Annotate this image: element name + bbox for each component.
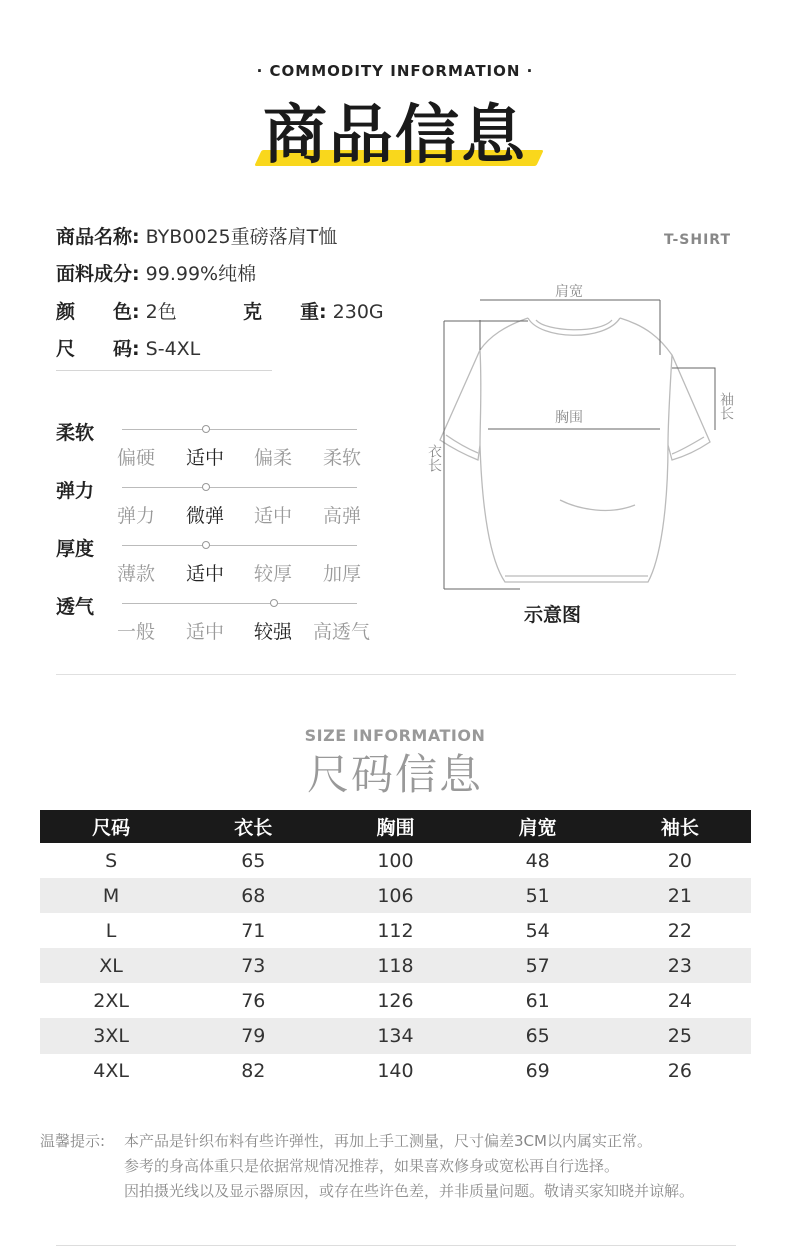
page-title: 商品信息 [263,99,527,173]
table-cell: 4XL [93,1060,129,1083]
table-cell: 26 [667,1060,692,1083]
table-cell: 134 [324,1018,466,1053]
info-weight-label: 克 重: [243,301,327,323]
scale-softness-title: 柔软 [56,422,95,444]
scale-breathability-option: 较强 [254,621,293,643]
dim-sleeve-label: 袖长 [718,392,734,420]
scale-elasticity-option: 适中 [254,505,293,527]
notes-line: 因拍摄光线以及显示器原因，或存在些许色差，并非质量问题。敬请买家知晓并谅解。 [124,1182,695,1200]
table-row [40,1018,751,1053]
info-color-label: 颜 色: [56,301,140,323]
dim-chest-label: 胸围 [555,410,583,426]
info-color-row [56,297,177,324]
section-subtitle-en: · COMMODITY INFORMATION · [256,62,534,80]
size-section-subtitle: SIZE INFORMATION [304,726,486,745]
scale-thickness-option: 薄款 [117,563,156,585]
info-size-label: 尺 码: [56,338,140,360]
table-row [40,843,751,878]
section-divider [56,674,736,675]
table-cell: S [105,849,118,872]
table-row [40,983,751,1018]
table-cell: 73 [182,948,324,983]
scale-softness-marker [202,425,210,433]
table-cell: 25 [609,1018,751,1053]
scale-softness-option: 适中 [186,447,225,469]
info-name-value: BYB0025重磅落肩T恤 [145,226,338,248]
table-cell: 57 [467,948,609,983]
table-cell: XL [40,948,182,983]
info-divider [56,370,272,371]
table-cell: 106 [324,878,466,913]
table-row [40,913,751,948]
dim-shoulder-label: 肩宽 [555,284,583,300]
scale-elasticity-line [122,487,357,488]
scale-elasticity-marker [202,483,210,491]
table-cell: 65 [241,849,266,872]
table-cell: 118 [324,948,466,983]
size-table [40,810,751,1089]
table-row [40,1054,751,1089]
header-length: 衣长 [182,810,324,843]
scale-elasticity-option: 高弹 [323,505,362,527]
scale-thickness-option: 较厚 [254,563,293,585]
table-cell: 51 [467,878,609,913]
table-cell: 23 [609,948,751,983]
info-fabric-row [56,259,256,286]
info-fabric-label: 面料成分: [56,263,140,285]
scale-elasticity-title: 弹力 [56,480,95,502]
table-cell: 112 [377,919,414,942]
table-cell: 48 [525,849,550,872]
header-chest: 胸围 [324,810,466,843]
table-cell: 2XL [93,989,129,1012]
info-size-row [56,334,200,361]
table-cell: 76 [241,989,266,1012]
tshirt-tag: T-SHIRT [664,232,732,248]
header-shoulder: 肩宽 [467,810,609,843]
scale-thickness-option: 适中 [186,563,225,585]
info-name-label: 商品名称: [56,226,140,248]
notes-label: 温馨提示: [40,1132,106,1150]
info-size-value: S-4XL [145,338,201,360]
tshirt-diagram-icon [410,270,750,600]
scale-softness-option: 柔软 [323,447,362,469]
size-section-title: 尺码信息 [306,750,483,799]
notes-line: 本产品是针织布料有些许弹性，再加上手工测量，尺寸偏差3CM以内属实正常。 [124,1132,652,1150]
scale-breathability-line [122,603,357,604]
header-sleeve: 袖长 [609,810,751,843]
scale-softness-line [122,429,357,430]
scale-breathability-option: 适中 [186,621,225,643]
table-cell: 68 [182,878,324,913]
table-cell: 69 [525,1060,550,1083]
scale-breathability-option: 高透气 [313,621,371,643]
table-cell: 54 [525,919,550,942]
scale-thickness-title: 厚度 [56,538,95,560]
scale-elasticity-option: 弹力 [117,505,156,527]
table-cell: 100 [377,849,414,872]
dim-length-label: 衣长 [426,444,442,472]
table-cell: 3XL [40,1018,182,1053]
info-weight-value: 230G [332,301,384,323]
table-cell: 22 [667,919,692,942]
notes-line: 参考的身高体重只是依据常规情况推荐，如果喜欢修身或宽松再自行选择。 [124,1157,620,1175]
table-cell: 61 [525,989,550,1012]
scale-elasticity-option: 微弹 [186,505,225,527]
table-cell: 71 [241,919,266,942]
bottom-divider [56,1245,736,1246]
header-size: 尺码 [40,810,182,843]
table-cell: 79 [182,1018,324,1053]
table-cell: 21 [609,878,751,913]
scale-breathability-option: 一般 [117,621,156,643]
table-cell: L [105,919,117,942]
table-row [40,948,751,983]
table-cell: 65 [467,1018,609,1053]
scale-thickness-line [122,545,357,546]
scale-thickness-marker [202,541,210,549]
scale-softness-option: 偏硬 [117,447,156,469]
scale-thickness-option: 加厚 [323,563,362,585]
info-name-row [56,222,337,249]
info-weight-row [243,297,384,324]
scale-breathability-title: 透气 [56,596,95,618]
scale-breathability-marker [270,599,278,607]
table-row [40,878,751,913]
size-table-header [40,810,751,843]
scale-softness-option: 偏柔 [254,447,293,469]
info-fabric-value: 99.99%纯棉 [145,263,257,285]
table-cell: 82 [241,1060,266,1083]
table-cell: 126 [377,989,414,1012]
table-cell: 140 [377,1060,414,1083]
diagram-caption: 示意图 [524,604,582,626]
table-cell: 24 [667,989,692,1012]
info-color-value: 2色 [145,301,177,323]
table-cell: M [40,878,182,913]
table-cell: 20 [667,849,692,872]
